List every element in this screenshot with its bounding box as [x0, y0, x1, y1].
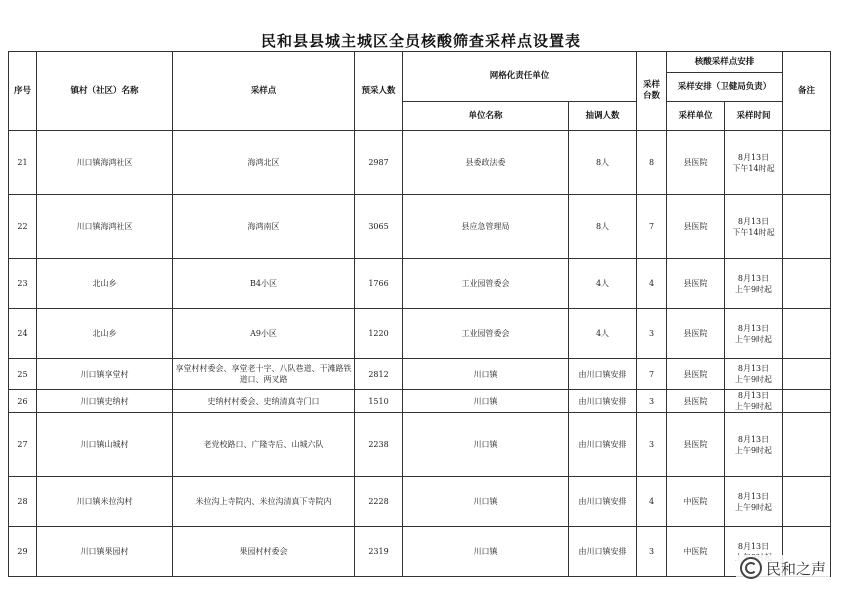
row-seq: 29 [9, 527, 37, 577]
row-expected: 2812 [355, 359, 403, 390]
row-expected: 1766 [355, 259, 403, 309]
table-row [9, 359, 831, 390]
row-site: 果园村村委会 [173, 527, 355, 577]
row-seq: 28 [9, 477, 37, 527]
row-time-start: 上午9时起 [734, 502, 773, 512]
row-town: 川口镇享堂村 [37, 359, 173, 390]
row-town: 北山乡 [37, 259, 173, 309]
row-unit: 县应急管理局 [403, 195, 569, 259]
row-stations: 3 [637, 309, 667, 359]
row-stations: 4 [637, 477, 667, 527]
row-expected: 2238 [355, 413, 403, 477]
row-remark [783, 195, 831, 259]
row-time-start: 下午14时起 [732, 227, 775, 237]
row-site: 海鸿北区 [173, 131, 355, 195]
row-expected: 2319 [355, 527, 403, 577]
row-time [725, 259, 783, 309]
header-health-dept: 采样安排（卫健局负责） [667, 73, 783, 102]
row-sampler: 县医院 [667, 195, 725, 259]
table-row [9, 390, 831, 413]
row-stations: 4 [637, 259, 667, 309]
row-remark [783, 413, 831, 477]
row-sampler: 县医院 [667, 390, 725, 413]
row-time [725, 131, 783, 195]
row-town: 川口镇海鸿社区 [37, 131, 173, 195]
header-town: 镇村（社区）名称 [37, 52, 173, 131]
row-sampler: 县医院 [667, 259, 725, 309]
header-stations: 采样台数 [637, 52, 667, 131]
row-seq: 22 [9, 195, 37, 259]
row-site: B4小区 [173, 259, 355, 309]
row-seq: 21 [9, 131, 37, 195]
row-sampler: 县医院 [667, 413, 725, 477]
header-expected: 预采人数 [355, 52, 403, 131]
watermark-text: 民和之声 [765, 559, 826, 578]
row-remark [783, 309, 831, 359]
row-time-start: 上午9时起 [734, 402, 773, 411]
row-time-start: 下午14时起 [732, 163, 775, 173]
row-unit: 川口镇 [403, 390, 569, 413]
row-staff: 由川口镇安排 [569, 477, 637, 527]
table-row [9, 413, 831, 477]
row-remark [783, 359, 831, 390]
row-unit: 川口镇 [403, 527, 569, 577]
row-time-date: 8月13日 [737, 491, 770, 501]
row-time [725, 195, 783, 259]
row-unit: 川口镇 [403, 359, 569, 390]
row-stations: 8 [637, 131, 667, 195]
row-stations: 3 [637, 527, 667, 577]
row-staff: 由川口镇安排 [569, 527, 637, 577]
header-unit-name: 单位名称 [403, 102, 569, 131]
row-time [725, 390, 783, 413]
row-expected: 2228 [355, 477, 403, 527]
header-seq: 序号 [9, 52, 37, 131]
table-row [9, 309, 831, 359]
row-site: 米拉沟上寺院内、米拉沟清真下寺院内 [173, 477, 355, 527]
row-site: A9小区 [173, 309, 355, 359]
row-time [725, 359, 783, 390]
row-sampler: 县医院 [667, 359, 725, 390]
header-arrangement: 核酸采样点安排 [667, 52, 783, 73]
row-site: 史纳村村委会、史纳清真寺门口 [173, 390, 355, 413]
row-seq: 24 [9, 309, 37, 359]
row-seq: 27 [9, 413, 37, 477]
row-stations: 7 [637, 195, 667, 259]
row-unit: 川口镇 [403, 413, 569, 477]
row-expected: 2987 [355, 131, 403, 195]
row-time-date: 8月13日 [737, 273, 770, 283]
header-site: 采样点 [173, 52, 355, 131]
row-stations: 3 [637, 413, 667, 477]
row-site: 享堂村村委会、享堂老十字、八队巷道、干滩路铁道口、两叉路 [173, 359, 355, 390]
row-town: 川口镇海鸿社区 [37, 195, 173, 259]
table-row [9, 259, 831, 309]
header-sampling-time: 采样时间 [725, 102, 783, 131]
row-time-start: 上午9时起 [734, 375, 773, 384]
row-time-start: 上午9时起 [734, 284, 773, 294]
row-time [725, 309, 783, 359]
row-stations: 7 [637, 359, 667, 390]
header-staff: 抽调人数 [569, 102, 637, 131]
row-site: 老党校路口、广隆寺后、山城六队 [173, 413, 355, 477]
row-time-date: 8月13日 [737, 323, 770, 333]
table-row [9, 477, 831, 527]
row-unit: 县委政法委 [403, 131, 569, 195]
page-title: 民和县县城主城区全员核酸筛查采样点设置表 [260, 32, 581, 50]
row-time-date: 8月13日 [737, 364, 770, 373]
row-sampler: 县医院 [667, 131, 725, 195]
row-time-date: 8月13日 [737, 152, 770, 162]
table-row [9, 527, 831, 577]
row-town: 北山乡 [37, 309, 173, 359]
row-town: 川口镇山城村 [37, 413, 173, 477]
row-expected: 1220 [355, 309, 403, 359]
watermark [736, 555, 830, 581]
wechat-channel-icon [740, 557, 762, 579]
table-row [9, 131, 831, 195]
row-time-date: 8月13日 [737, 391, 770, 400]
row-seq: 25 [9, 359, 37, 390]
row-site: 海鸿南区 [173, 195, 355, 259]
row-time-start: 上午9时起 [734, 445, 773, 455]
row-staff: 8人 [569, 195, 637, 259]
row-time-date: 8月13日 [737, 216, 770, 226]
row-staff: 由川口镇安排 [569, 413, 637, 477]
row-time-date: 8月13日 [737, 434, 770, 444]
row-sampler: 中医院 [667, 527, 725, 577]
row-town: 川口镇果园村 [37, 527, 173, 577]
row-town: 川口镇米拉沟村 [37, 477, 173, 527]
header-grid-unit: 网格化责任单位 [403, 52, 637, 102]
row-staff: 由川口镇安排 [569, 390, 637, 413]
row-staff: 4人 [569, 309, 637, 359]
row-time-date: 8月13日 [737, 541, 770, 551]
row-staff: 由川口镇安排 [569, 359, 637, 390]
row-remark [783, 131, 831, 195]
row-town: 川口镇史纳村 [37, 390, 173, 413]
row-remark [783, 477, 831, 527]
row-unit: 工业园管委会 [403, 259, 569, 309]
row-unit: 工业园管委会 [403, 309, 569, 359]
row-staff: 8人 [569, 131, 637, 195]
row-time [725, 413, 783, 477]
row-time-start: 上午9时起 [734, 334, 773, 344]
row-seq: 26 [9, 390, 37, 413]
row-expected: 3065 [355, 195, 403, 259]
row-expected: 1510 [355, 390, 403, 413]
row-remark [783, 259, 831, 309]
row-time [725, 477, 783, 527]
row-unit: 川口镇 [403, 477, 569, 527]
row-sampler: 中医院 [667, 477, 725, 527]
row-sampler: 县医院 [667, 309, 725, 359]
row-stations: 3 [637, 390, 667, 413]
header-remarks: 备注 [783, 52, 831, 131]
row-seq: 23 [9, 259, 37, 309]
row-remark [783, 390, 831, 413]
table-row [9, 195, 831, 259]
sampling-site-table [8, 51, 831, 577]
row-staff: 4人 [569, 259, 637, 309]
header-sampling-unit: 采样单位 [667, 102, 725, 131]
